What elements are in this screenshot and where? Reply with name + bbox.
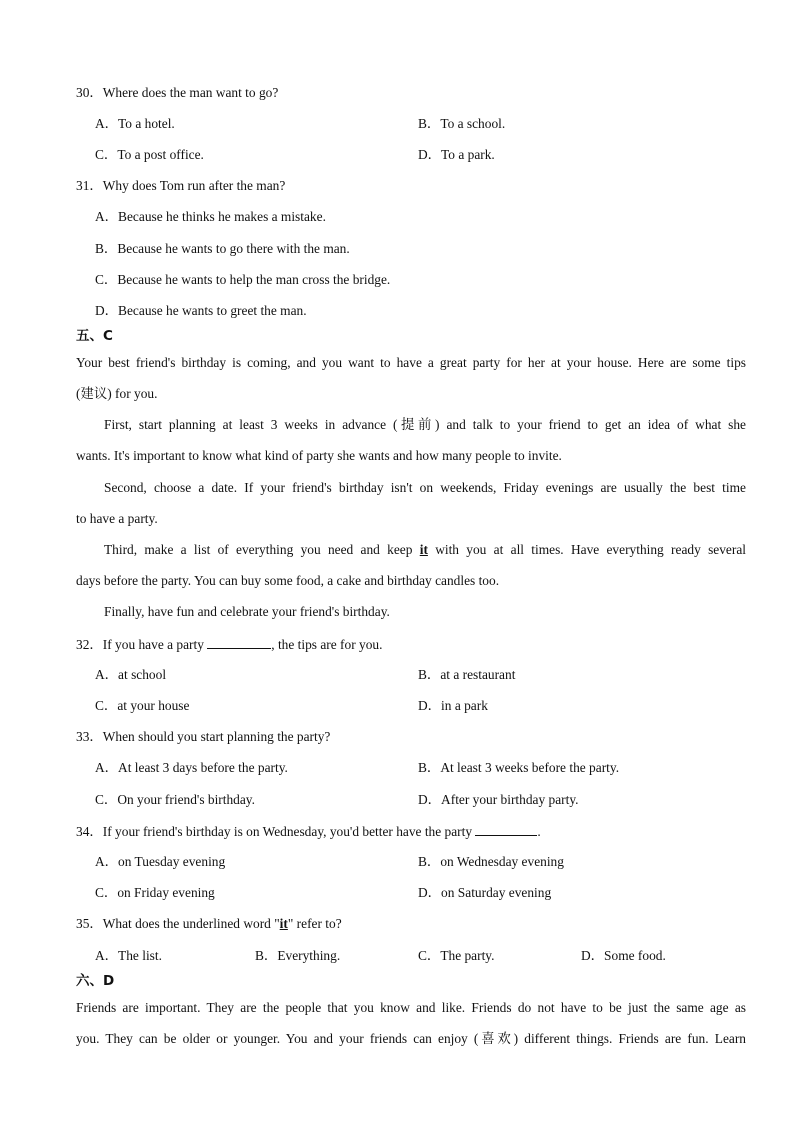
option-32-a: A．at school xyxy=(95,667,167,682)
option-33-d: D．After your birthday party. xyxy=(418,792,579,807)
passage-c-p2-line1: Second, choose a date. If your friend's birthday isn't on weekends, Friday evenings are usually the best time xyxy=(104,480,746,495)
passage-c-p1-line2: wants. It's important to know what kind of party she wants and how many people to invite. xyxy=(76,448,562,463)
option-34-d: D．on Saturday evening xyxy=(418,885,552,900)
question-30: 30．Where does the man want to go? xyxy=(76,85,279,100)
passage-c-p2-line2: to have a party. xyxy=(76,511,158,526)
option-32-d: D．in a park xyxy=(418,698,488,713)
underlined-word-it: it xyxy=(279,916,288,931)
question-34-pre: 34．If your friend's birthday is on Wednesday, you'd better have the party xyxy=(76,824,476,839)
question-33: 33．When should you start planning the party? xyxy=(76,729,331,744)
question-35-post: " refer to? xyxy=(287,916,342,931)
option-35-c: C．The party. xyxy=(418,948,495,963)
passage-c-p3-text-pre: Third, make a list of everything you need and keep xyxy=(104,542,420,557)
passage-c-p3-text-post: with you at all times. Have everything ready several xyxy=(427,542,746,557)
question-34 xyxy=(76,823,541,840)
underlined-word-it: it xyxy=(419,542,428,557)
passage-d-line2: you. They can be older or younger. You and your friends can enjoy (喜欢) different things. Friends are fun. Learn xyxy=(76,1031,746,1046)
option-35-d: D．Some food. xyxy=(581,948,666,963)
option-31-d: D．Because he wants to greet the man. xyxy=(95,303,307,318)
option-34-c: C．on Friday evening xyxy=(95,885,215,900)
question-32-pre: 32．If you have a party xyxy=(76,637,208,652)
option-33-a: A．At least 3 days before the party. xyxy=(95,760,288,775)
option-31-a: A．Because he thinks he makes a mistake. xyxy=(95,209,326,224)
question-35 xyxy=(76,916,342,932)
section-d-heading: 六、D xyxy=(76,973,115,989)
option-30-a: A．To a hotel. xyxy=(95,116,175,131)
passage-c-p3-line2: days before the party. You can buy some food, a cake and birthday candles too. xyxy=(76,573,500,588)
option-30-b: B．To a school. xyxy=(418,116,506,131)
option-35-b: B．Everything. xyxy=(255,948,341,963)
option-31-c: C．Because he wants to help the man cross the bridge. xyxy=(95,272,391,287)
question-34-post: . xyxy=(537,824,541,839)
passage-c-p3-line1 xyxy=(104,542,746,558)
option-32-b: B．at a restaurant xyxy=(418,667,516,682)
option-35-a: A．The list. xyxy=(95,948,162,963)
passage-c-p4: Finally, have fun and celebrate your friend's birthday. xyxy=(104,604,390,619)
option-30-d: D．To a park. xyxy=(418,147,495,162)
passage-c-p1-line1: First, start planning at least 3 weeks in advance (提前) and talk to your friend to get an idea of what she xyxy=(104,417,746,432)
option-34-b: B．on Wednesday evening xyxy=(418,854,564,869)
question-35-pre: 35．What does the underlined word " xyxy=(76,916,280,931)
option-31-b: B．Because he wants to go there with the man. xyxy=(95,241,350,256)
option-30-c: C．To a post office. xyxy=(95,147,204,162)
option-34-a: A．on Tuesday evening xyxy=(95,854,226,869)
passage-d-line1: Friends are important. They are the people that you know and like. Friends do not have to be just the same age as xyxy=(76,1000,746,1015)
option-33-b: B．At least 3 weeks before the party. xyxy=(418,760,620,775)
option-32-c: C．at your house xyxy=(95,698,190,713)
question-31: 31．Why does Tom run after the man? xyxy=(76,178,286,193)
question-32 xyxy=(76,636,382,653)
answer-blank xyxy=(475,823,537,836)
passage-c-intro-line1: Your best friend's birthday is coming, and you want to have a great party for her at your house. Here are some tips xyxy=(76,355,746,370)
answer-blank xyxy=(207,636,271,649)
section-c-heading: 五、C xyxy=(76,328,113,344)
passage-c-intro-line2: (建议) for you. xyxy=(76,386,158,401)
question-32-post: , the tips are for you. xyxy=(271,637,383,652)
option-33-c: C．On your friend's birthday. xyxy=(95,792,255,807)
